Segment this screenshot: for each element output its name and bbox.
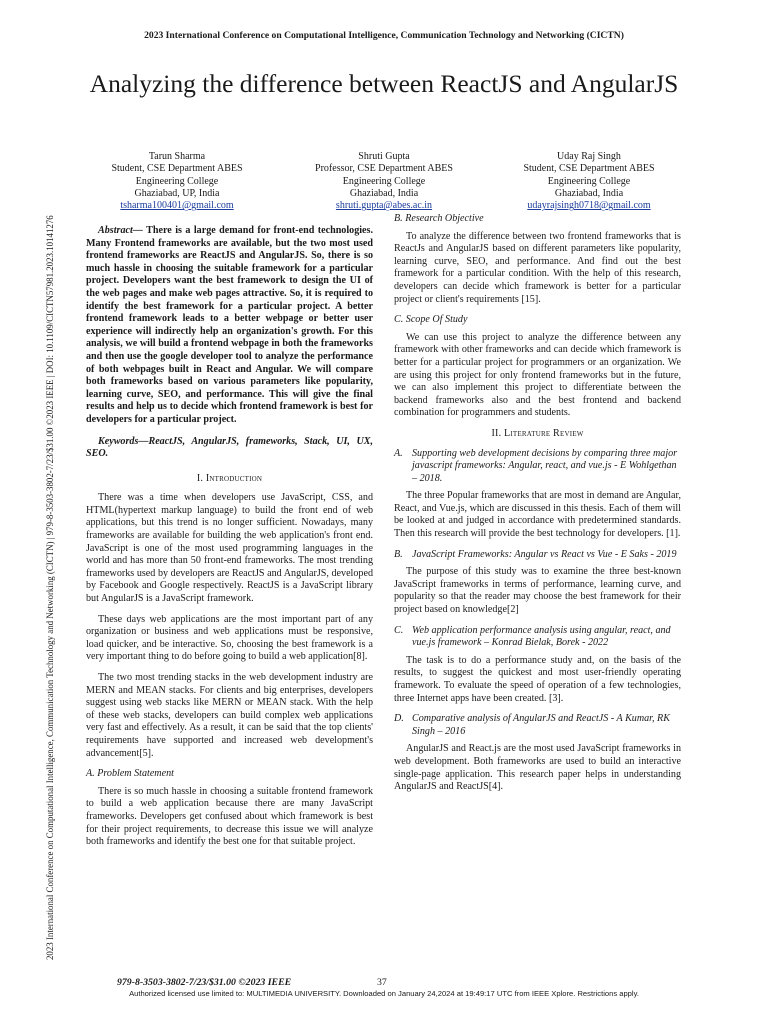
author-block [474,151,704,212]
abstract-text: There is a large demand for front-end technologies. Many Frontend frameworks are available, but the two most used frontend frameworks are ReactJS and AngularJS. So, there is so much hassle in choosing the suitable framework for a particular project. Developers want the best framework to design the UI of the web pages and make web pages attractive. So, it is required to identify the best framework for a particular project. A better frontend framework leads to a better webpage or better user experience will indirectly help an organization's growth. For this analysis, we will build a frontend webpage in both the frameworks and then use the google developer tool to analyze the performance of both webpages built in React and Angular. We will compare both frameworks based on various parameters like popularity, learning curve, SEO, and performance. This will give the final results and help us to decide which frontend framework is best for developers for a particular project. [86,225,373,425]
left-column [86,225,373,857]
item-number: B. [394,548,403,560]
item-title-text: JavaScript Frameworks: Angular vs React vs Vue - E Saks - 2019 [412,548,677,560]
paragraph: The three Popular frameworks that are most in demand are Angular, React, and Vue.js, which are discussed in this thesis. Each of them will be looked at and judged in accordance with predetermined standards. Then this research will provide the best technology for developers. [1]. [394,490,681,540]
author-email-link[interactable]: shruti.gupta@abes.ac.in [335,200,433,212]
license-notice: Authorized licensed use limited to: MULTIMEDIA UNIVERSITY. Downloaded on January 24,2024 at 19:49:17 UTC from IEEE Xplore. Restrictions apply. [129,989,639,998]
subsection-heading-problem: A. Problem Statement [86,768,174,780]
paragraph: We can use this project to analyze the difference between any framework with other frameworks and can decide which framework is better for a particular project for programmers or an organization. We are using this project for only frontend frameworks but in the future, we can also implement this project to differentiate between the backend frameworks also and the best frontend and backend combination for programmers and students. [394,331,681,419]
page-number: 37 [377,977,387,988]
right-column [394,211,681,802]
keywords: Keywords—ReactJS, AngularJS, frameworks, Stack, UI, UX, SEO. [86,435,373,460]
author-affiliation: Engineering College [342,175,426,187]
author-affiliation: Student, CSE Department ABES [111,163,243,175]
item-title-text: Supporting web development decisions by comparing three major javascript frameworks: Angular, react, and vue.js - E Wohlgethan – 2018. [412,447,678,484]
item-title-text: Comparative analysis of AngularJS and ReactJS - A Kumar, RK Singh – 2016 [412,713,670,737]
author-affiliation: Engineering College [547,175,631,187]
paragraph: AngularJS and React.js are the most used JavaScript frameworks in web development. Both frameworks are used to build an interactive single-page application. This research paper helps in understanding AngularJS and ReactJS[4]. [394,743,681,793]
conference-header: 2023 International Conference on Computational Intelligence, Communication Technology and Networking (CICTN) [144,30,624,41]
paragraph: The two most trending stacks in the web development industry are MERN and MEAN stacks. For clients and big enterprises, developers suggest using web stacks like MERN or MEAN stack. With the help of these web stacks, developers can build complex web applications very fast and effectively. As a result, it can be said that the top clients' requirements have supported and increased web development's advancement[5]. [86,672,373,759]
sidebar-doi-text: 2023 International Conference on Computational Intelligence, Communication Technology and Networking (CICTN) | 979-8-3503-3802-7/23/$31.00 ©2023 IEEE | DOI: 10.1109/CICTN57981.2023.10141276 [45,215,55,960]
paragraph: There was a time when developers use JavaScript, CSS, and HTML(hypertext markup language) to build the front end of web applications, but this trend is no longer sufficient. Nowadays, many frameworks are available for building the web application's front end. JavaScript is one of the most used programming languages in the world and has more than 50 front-end frameworks. The most trending frameworks used by developers are ReactJS and AngularJS, developed by Facebook and Google respectively. ReactJS is a JavaScript library but AngularJS is a JavaScript framework. [86,492,373,605]
paragraph: The task is to do a performance study and, on the basis of the results, to suggest the quickest and most user-friendly operating framework. To evaluate the speed of operation of a few technologies, three Internet apps have been created. [3]. [394,654,681,704]
literature-item-title [394,549,681,562]
paragraph: There is so much hassle in choosing a suitable frontend framework to build a web application because there are many JavaScript frameworks. Developers get confused about which framework is best for their project requirements, to decrease this issue we will analyze both frameworks and identify the best one for that suitable project. [86,785,373,848]
section-heading-literature: II. Literature Review [491,427,584,439]
author-email-link[interactable]: tsharma100401@gmail.com [120,200,234,212]
subsection-heading-scope: C. Scope Of Study [394,314,468,326]
paragraph: The purpose of this study was to examine the three best-known JavaScript frameworks in terms of performance, learning curve, and popularity so that the reader may choose the best framework for their project based on knowledge[2] [394,566,681,616]
literature-item-title [394,448,681,486]
paper-title: Analyzing the difference between ReactJS and AngularJS [89,69,679,98]
abstract-label: Abstract— [98,225,143,236]
author-location: Ghaziabad, UP, India [134,187,220,199]
author-name: Shruti Gupta [358,151,410,162]
author-affiliation: Professor, CSE Department ABES [315,163,453,175]
paragraph: To analyze the difference between two frontend frameworks that is ReactJs and AngularJS based on different parameters like popularity, learning curve, SEO, and performance. And find out the best framework for a particular condition. With the help of this research, developers can decide which framework is better for a particular project or client's requirements [15]. [394,230,681,305]
paragraph: These days web applications are the most important part of any organization or business and web applications must be responsive, load quicker, and be interactive. So, choosing the best framework is a very important thing to do before going to build a web application[8]. [86,613,373,663]
author-location: Ghaziabad, India [554,187,624,199]
author-name: Tarun Sharma [148,151,206,162]
item-title-text: Web application performance analysis using angular, react, and vue.js framework – Konrad Bielak, Borek - 2022 [412,624,671,649]
item-number: A. [394,447,403,459]
author-affiliation: Student, CSE Department ABES [523,163,655,175]
item-number: C. [394,624,404,636]
footer-isbn: 979-8-3503-3802-7/23/$31.00 ©2023 IEEE [117,977,292,988]
author-email-link[interactable]: udayrajsingh0718@gmail.com [527,200,651,212]
abstract [86,225,373,427]
subsection-heading-objective: B. Research Objective [394,213,484,224]
literature-item-title [394,625,681,650]
author-name: Uday Raj Singh [557,151,621,162]
author-affiliation: Engineering College [135,175,219,187]
author-block [269,151,499,212]
author-block [62,151,292,212]
literature-item-title [394,713,681,738]
author-location: Ghaziabad, India [349,187,419,199]
item-number: D. [394,713,404,725]
section-heading-introduction: I. Introduction [196,472,263,484]
